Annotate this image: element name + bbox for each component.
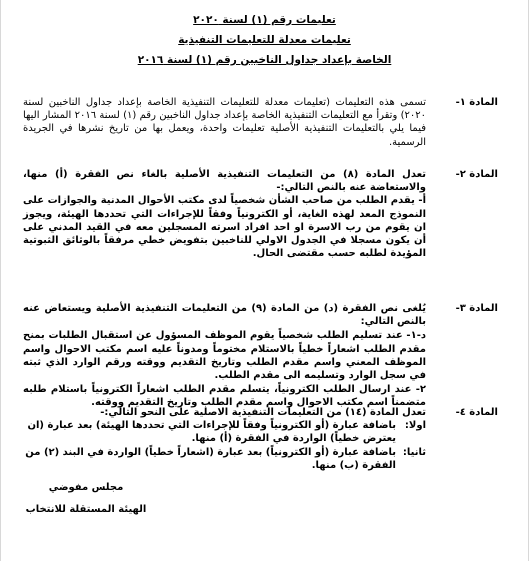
- article-2-intro: تعدل المادة (٨) من التعليمات التنفيذية الأصلية بالغاء نص الفقرة (أ) منها، والاستعاضة عنه بالنص التالي:-: [23, 169, 426, 194]
- article-1-label: المادة ١-: [455, 97, 498, 108]
- article-2-text: أ- يقدم الطلب من صاحب الشأن شخصياً لدى مكتب الأحوال المدنية والجوازات على النموذج المعد لهذه الغاية، أو الكترونياً وفقاً للإجراءات التي تحددها الهيئة، ويجوز ان يقوم من رب الاسرة او احد افراد اسرته المسجلين معه في القيد المدني على أن يكون مسجلا في الجدول الاولي للناخبين بتفويض خطي مرفقاً بالوثائق الثبوتية المؤيدة لطلبه حسب مقتضى الحال.: [23, 195, 426, 260]
- article-1-text: تسمى هذه التعليمات (تعليمات معدلة للتعليمات التنفيذية الخاصة بإعداد جداول الناخبين لسنة ٢٠٢٠) وتقرأ مع التعليمات التنفيذية الخاصة بإعداد جداول الناخبين رقم (١) لسنة ٢٠١٦ المشار اليها فيما يلي بالتعليمات التنفيذية الأصلية تعليمات واحدة، ويعمل بها من تاريخ نشرها في الجريدة الرسمية.: [23, 97, 427, 148]
- article-3-item-1: د-١- عند تسليم الطلب شخصياً يقوم الموظف المسؤول عن استقبال الطلبات بمنح مقدم الطلب اشعاراً خطياً بالاستلام مختوماً ومدوناً عليه اسم مكتب الاحوال واسم الموظف المعني واسم مقدم الطلب وتاريخ التقديم ووقته ورقم الوارد الذي ثبته في سجل الوارد وتسليمه الى مقدم الطلب.: [23, 330, 426, 382]
- article-4: [23, 406, 498, 472]
- document-header: [1, 10, 528, 70]
- header-line-3: الخاصة بإعداد جداول الناخبين رقم (١) لسنة ٢٠١٦: [137, 54, 392, 66]
- article-4-label: المادة ٤-: [455, 407, 498, 418]
- article-2-label: المادة ٢-: [455, 169, 498, 180]
- header-line-1: تعليمات رقم (١) لسنة ٢٠٢٠: [193, 14, 336, 26]
- signature-block: [1, 477, 171, 521]
- article-4-first-text: باضافة عبارة (أو الكترونياً وفقاً للإجراءات التي تحددها الهيئة) بعد عبارة (ان يعترض خطياً) الواردة في الفقرة (أ) منها.: [27, 420, 396, 445]
- article-1: [23, 96, 498, 149]
- article-4-second: [23, 446, 426, 472]
- signature-line-2: الهيئة المستقلة للانتخاب: [25, 504, 147, 515]
- article-4-second-text: باضافة عبارة (أو الكترونياً) بعد عبارة (اشعاراً خطياً) الواردة في البند (٢) من الفقرة (ب) منها.: [25, 446, 396, 471]
- signature-line-1: مجلس مفوضي: [48, 482, 124, 493]
- article-4-second-label: ثانيا:: [402, 446, 426, 458]
- article-3-item-2: ٢- عند ارسال الطلب الكترونياً، يتسلم مقدم الطلب اشعاراً الكترونياً باستلام طلبه متضمناً اسم مكتب الاحوال واسم مقدم الطلب وتاريخ التقديم ووقته.: [23, 384, 426, 409]
- article-2: [23, 168, 498, 260]
- article-3-intro: يُلغى نص الفقرة (د) من المادة (٩) من التعليمات التنفيذية الأصلية ويستعاض عنه بالنص التالي:: [23, 303, 426, 328]
- article-3: [23, 302, 498, 410]
- article-4-first-label: اولا:: [404, 420, 426, 432]
- article-4-intro: تعدل المادة (١٤) من التعليمات التنفيذية الاصلية على النحو التالي:-: [100, 407, 426, 418]
- article-4-first: [23, 419, 426, 445]
- article-3-label: المادة ٣-: [455, 303, 498, 314]
- header-line-2: تعليمات معدلة للتعليمات التنفيذية: [178, 34, 351, 46]
